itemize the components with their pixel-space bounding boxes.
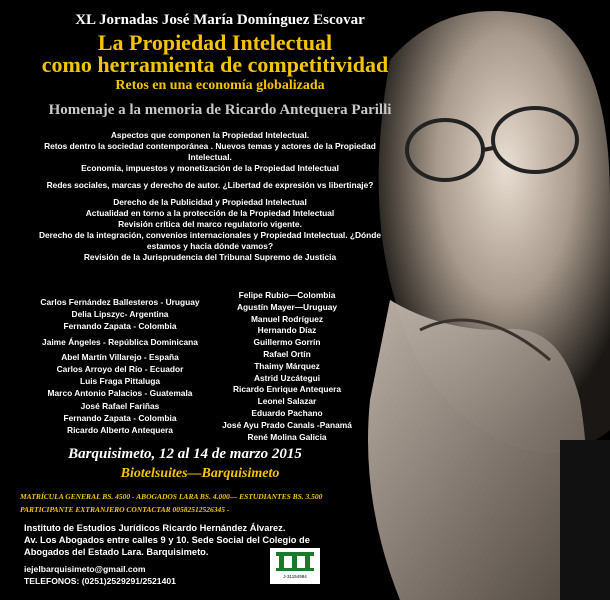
event-name: XL Jornadas José María Domínguez Escovar [75,12,365,28]
main-title-line-1: La Propiedad Intelectual [97,30,333,55]
topic-line: estamos y hacia dónde vamos? [146,241,274,251]
topic-line: Economía, impuestos y monetización de la Propiedad Intelectual [81,163,339,173]
logo-text: J-31154984 [283,574,307,579]
address-line: Av. Los Abogados entre calles 9 y 10. Sede Social del Colegio de [24,535,310,545]
speaker-name: Guillermo Gorrín [253,337,321,348]
topic-line: Retos dentro la sociedad contemporánea . Nuevos temas y actores de la Propiedad [44,141,376,151]
topic-line: Derecho de la Publicidad y Propiedad Intelectual [113,197,307,207]
speaker-name: Carlos Fernández Ballesteros - Uruguay [40,297,200,307]
speaker-name: Fernando Zapata - Colombia [63,321,177,332]
phone-numbers: TELEFONOS: (0251)2529291/2521401 [24,576,176,586]
logo-mark-icon [276,552,314,572]
speaker-name: Jaime Ángeles - República Dominicana [42,336,198,347]
topic-line: Revisión de la Jurisprudencia del Tribunal Supremo de Justicia [83,252,337,262]
organizer-name: Instituto de Estudios Jurídicos Ricardo Hernández Álvarez. [24,523,286,533]
email: iejelbarquisimeto@gmail.com [24,564,146,574]
event-venue: Biotelsuites—Barquisimeto [120,466,280,481]
topic-line: Actualidad en torno a la protección de la Propiedad Intelectual [85,208,335,218]
topic-line: Revisión crítica del marco regulatorio vigente. [118,219,302,229]
topic-line: Intelectual. [188,152,232,162]
topic-line: Aspectos que componen la Propiedad Intelectual. [110,130,310,140]
speaker-name: Marco Antonio Palacios - Guatemala [47,388,193,399]
topic-line: Derecho de la integración, convenios internacionales y Propiedad Intelectual. ¿Dónde [38,230,382,240]
speaker-name: Carlos Arroyo del Río - Ecuador [56,364,184,375]
homage-line: Homenaje a la memoria de Ricardo Antequera Parilli [48,102,392,118]
speaker-name: Delia Lipszyc- Argentina [71,309,169,320]
topic-group [15,130,405,174]
speaker-name: René Molina Galicia [247,431,327,442]
address-line: Abogados del Estado Lara. Barquisimeto. [24,547,209,557]
speaker-name: Luis Fraga Pittaluga [79,376,161,387]
speakers-list-left [20,296,220,436]
fees-info [20,490,380,516]
main-title [10,32,420,76]
subtitle: Retos en una economía globalizada [115,78,325,93]
speaker-name: Astrid Uzcátegui [253,372,321,383]
speaker-name: Felipe Rubio—Colombia [238,290,336,300]
speaker-name: Manuel Rodríguez [250,313,324,324]
topics-list [15,130,405,269]
speaker-name: Ricardo Enrique Antequera [232,384,342,395]
topic-group [15,197,405,263]
topic-line: Redes sociales, marcas y derecho de autor. ¿Libertad de expresión vs libertinaje? [46,180,374,190]
speaker-name: José Rafael Fariñas [80,400,160,411]
speaker-name: Leonel Salazar [257,396,317,407]
speaker-name: Hernando Díaz [257,325,317,336]
contact-info [24,563,284,587]
speaker-name: Abel Martín Villarejo - España [61,351,179,362]
speaker-name: José Ayu Prado Canals -Panamá [222,419,352,430]
speaker-name: Eduardo Pachano [251,407,323,418]
speakers-list-right [192,290,382,443]
organizer-logo [270,548,320,584]
topic-group [15,180,405,191]
main-title-line-2: como herramienta de competitividad [41,52,389,77]
speaker-name: Fernando Zapata - Colombia [63,412,177,423]
fees-line: MATRÍCULA GENERAL BS. 4500 - ABOGADOS LARA BS. 4.000— ESTUDIANTES BS. 3.500 [20,492,323,501]
speaker-name: Ricardo Alberto Antequera [67,425,173,436]
speaker-name: Rafael Ortín [263,348,311,359]
speaker-name: Thaimy Márquez [254,360,320,371]
foreign-contact-line: PARTICIPANTE EXTRANJERO CONTACTAR 00582512526345 - [20,505,230,514]
speaker-name: Agustín Mayer—Uruguay [236,301,338,312]
event-date: Barquisimeto, 12 al 14 de marzo 2015 [68,446,302,462]
